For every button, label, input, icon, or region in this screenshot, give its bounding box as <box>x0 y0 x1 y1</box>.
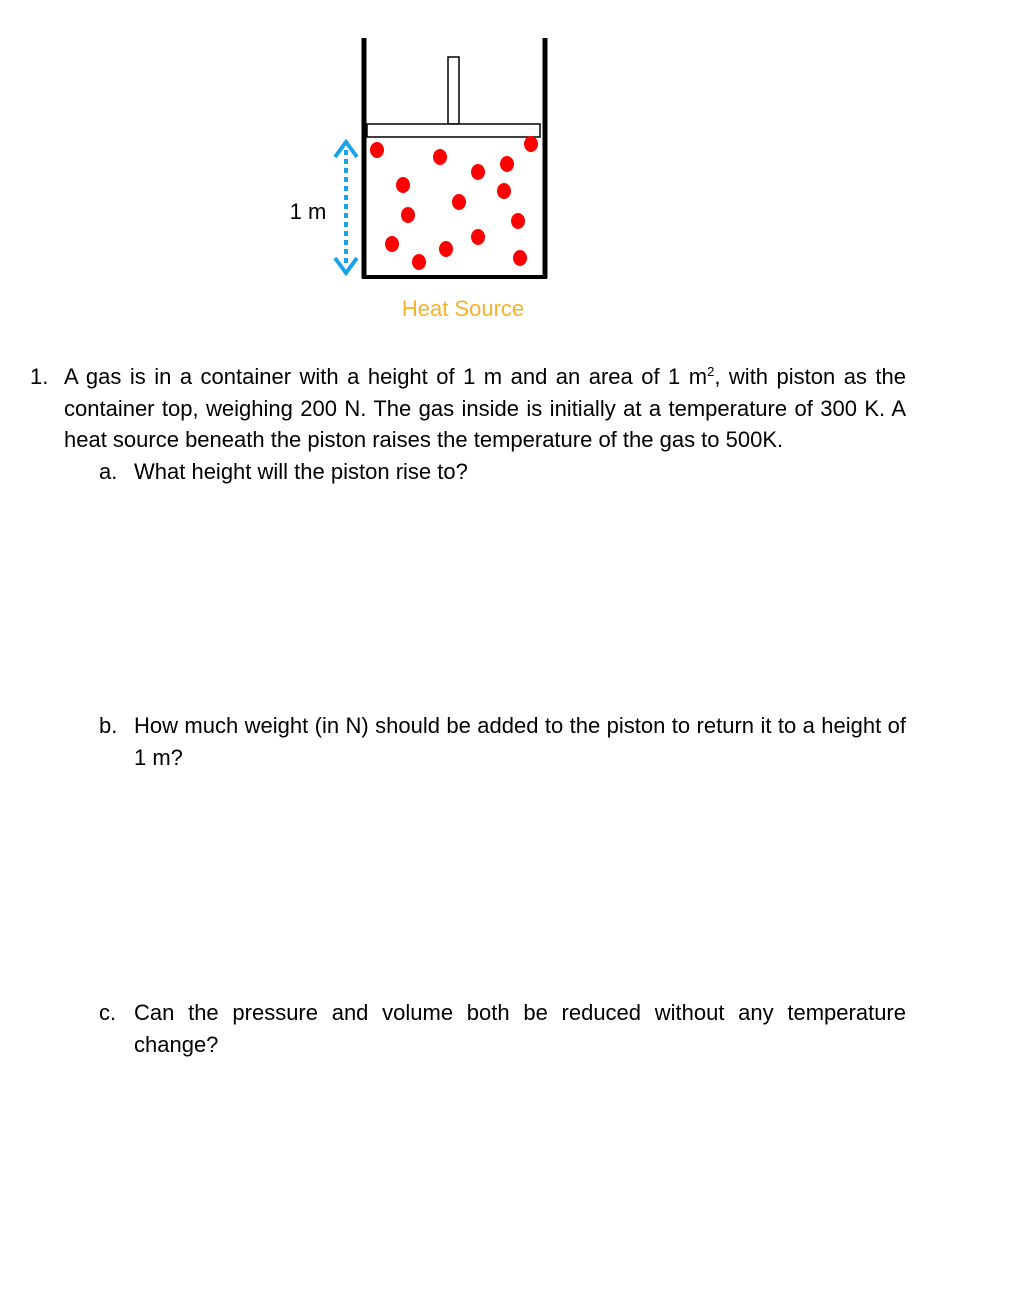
heat-source-label: Heat Source <box>401 296 525 321</box>
gas-particle <box>396 177 410 193</box>
gas-particle <box>500 156 514 172</box>
piston-plate <box>367 124 540 137</box>
part-b-letter: b. <box>99 713 118 738</box>
gas-particle <box>471 229 485 245</box>
gas-particle <box>471 164 485 180</box>
gas-particle <box>433 149 447 165</box>
part-c-text: Can the pressure and volume both be reduced without any temperature change? <box>134 1000 906 1057</box>
part-c-letter: c. <box>99 1000 117 1025</box>
part-a-text: What height will the piston rise to? <box>134 459 468 484</box>
question-number: 1. <box>30 364 49 389</box>
gas-particle <box>513 250 527 266</box>
height-dimension-arrow <box>335 142 357 273</box>
gas-particle <box>385 236 399 252</box>
gas-particle <box>511 213 525 229</box>
question-text: A gas is in a container with a height of 1 m and an area of 1 $m^2$, with piston as the container top, weighing 200 N. The gas inside is initially at a temperature of 300 K. A heat source beneath the piston raises the temperature of the gas to 500K. <box>64 364 906 452</box>
piston-container-diagram <box>0 0 1036 340</box>
gas-particle <box>412 254 426 270</box>
part-a-letter: a. <box>99 459 118 484</box>
gas-particle <box>452 194 466 210</box>
part-b-text: How much weight (in N) should be added to the piston to return it to a height of 1 m? <box>134 713 906 770</box>
gas-particle <box>370 142 384 158</box>
gas-particles <box>370 136 538 270</box>
gas-particle <box>401 207 415 223</box>
gas-particle <box>524 136 538 152</box>
gas-particle <box>497 183 511 199</box>
gas-particle <box>439 241 453 257</box>
height-label: 1 m <box>289 199 327 224</box>
piston-rod <box>448 57 459 124</box>
